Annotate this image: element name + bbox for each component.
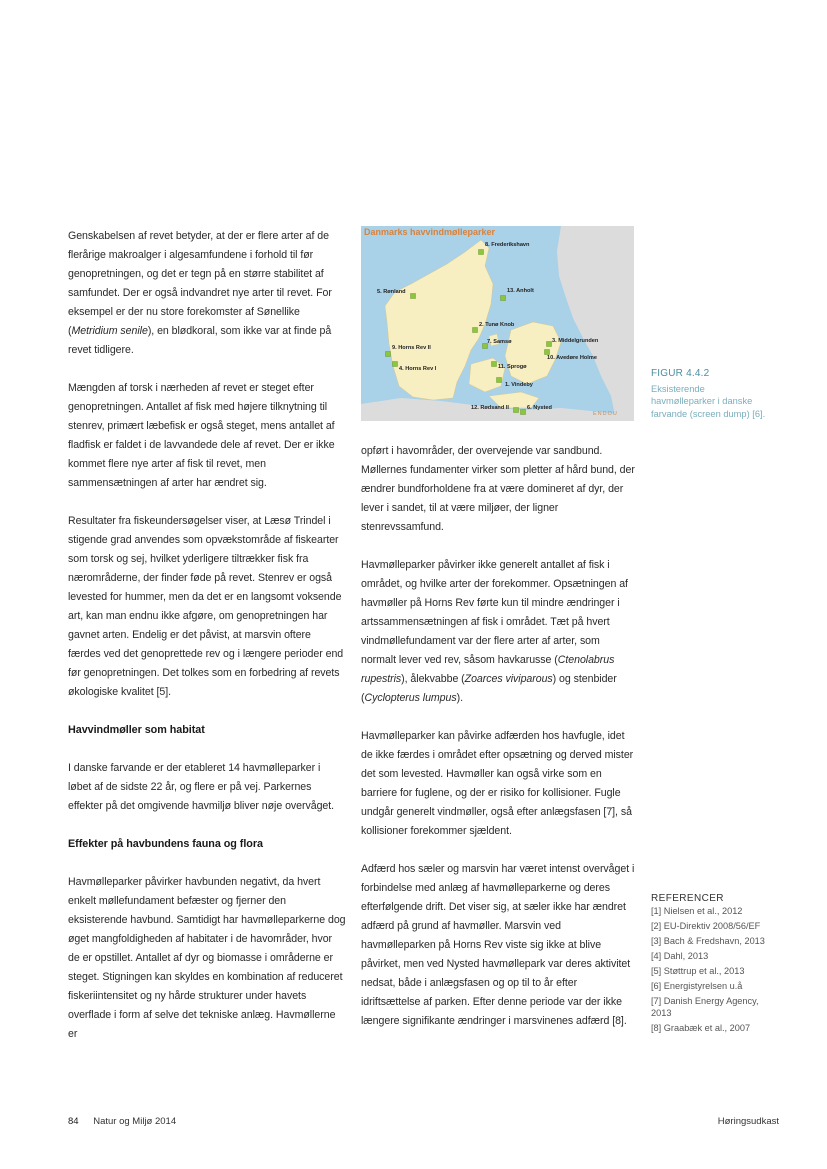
wind-farm-marker [386, 352, 391, 357]
wind-farm-map [361, 226, 634, 421]
footer-left [68, 1116, 176, 1127]
reference-item: [2] EU-Direktiv 2008/56/EF [651, 921, 761, 931]
references [651, 893, 776, 1038]
figure-number: FIGUR 4.4.2 [651, 368, 710, 379]
document-status: Høringsudkast [717, 1116, 779, 1127]
reference-item: [1] Nielsen et al., 2012 [651, 906, 743, 916]
wind-farm-label: 5. Rønland [377, 289, 406, 295]
map-credit: ENDOU [593, 411, 618, 417]
wind-farm-label: 3. Middelgrunden [552, 338, 599, 344]
section-heading: Havvindmøller som habitat [68, 724, 205, 736]
wind-farm-label: 10. Avedøre Holme [547, 355, 597, 361]
paragraph: Havmølleparker kan påvirke adfærden hos havfugle, idet de ikke færdes i området efter opsætning og derved mister det som levested. Havmøller kan også virke som en barriere for fuglene, og der er risiko for kollisioner. Fugle undgår generelt vindmøller, også efter anlægsfasen [7], så kollisioner forekommer sjældent. [361, 730, 634, 837]
map-title: Danmarks havvindmølleparker [364, 227, 496, 237]
wind-farm-marker [514, 408, 519, 413]
reference-item: [8] Graabæk et al., 2007 [651, 1022, 751, 1033]
reference-item: [3] Bach & Fredshavn, 2013 [651, 936, 765, 946]
wind-farm-label: 11. Sprogø [498, 364, 527, 370]
wind-farm-label: 7. Samsø [487, 339, 512, 345]
wind-farm-label: 8. Frederikshavn [485, 242, 530, 248]
paragraph: Havmølleparker påvirker ikke generelt antallet af fisk i området, og hvilke arter der forekommer. Opsætningen af havmøller på Horns Rev førte kun til mindre ændringer i artssammensætningen af fisk i området. Tæt på hvert vindmøllefundament var der flere arter af arter, som normalt lever ved rev, såsom havkarusse (Ctenolabrus rupestris), ålekvabbe (Zoarces viviparous) og stenbider (Cyclopterus lumpus). [361, 559, 628, 704]
wind-farm-label: 9. Horns Rev II [392, 345, 431, 351]
wind-farm-label: 13. Anholt [507, 288, 534, 294]
wind-farm-marker [492, 362, 497, 367]
wind-farm-marker [473, 328, 478, 333]
wind-farm-label: 2. Tunø Knob [479, 322, 515, 328]
wind-farm-marker [521, 410, 526, 415]
section-heading: Effekter på havbundens fauna og flora [68, 838, 263, 850]
text-column-left [68, 227, 346, 1063]
figure-text: Eksisterende havmølleparker i danske farvande (screen dump) [6]. [651, 383, 766, 419]
wind-farm-marker [497, 378, 502, 383]
references-list [651, 906, 776, 1034]
publication-name: Natur og Miljø 2014 [93, 1116, 177, 1127]
paragraph: Genskabelsen af revet betyder, at der er flere arter af de flerårige makroalger i algesamfundene i forhold til før genopretningen, og det er tegn på en større stabilitet af samfundet. Der er også indvandret nye arter til revet. For eksempel er der nu store forekomster af Sønellike (Metridium senile), en blødkoral, som ikke var at finde på revet tidligere. [68, 230, 332, 356]
paragraph: opført i havområder, der overvejende var sandbund. Møllernes fundamenter virker som pletter af hård bund, der ændrer bundforholdene fra at være domineret af dyr, der lever i sandet, til at være miljøer, der ligner stenrevssamfund. [361, 445, 635, 533]
reference-item: [7] Danish Energy Agency, 2013 [651, 996, 759, 1018]
wind-farm-marker [501, 296, 506, 301]
wind-farm-marker [545, 350, 550, 355]
paragraph: Adfærd hos sæler og marsvin har været intenst overvåget i forbindelse med anlæg af havmølleparkerne og deres efterfølgende drift. Det viser sig, at sæler ikke har ændret adfærd på grund af havmøller. Marsvin ved havmølleparken på Horns Rev viste sig ikke at blive påvirket, men ved Nysted havmøllepark var deres aktivitet nedsat, både i anlægsfasen og op til to år efter idriftsættelse af parken. Efter denne periode var der ikke længere signifikante ændringer i marsvinenes adfærd [8]. [361, 863, 635, 1027]
wind-farm-label: 4. Horns Rev I [399, 366, 437, 372]
wind-farm-marker [479, 250, 484, 255]
wind-farm-marker [411, 294, 416, 299]
wind-farm-label: 12. Rødsand II [471, 405, 509, 411]
paragraph: Resultater fra fiskeundersøgelser viser, at Læsø Trindel i stigende grad anvendes som opvækstområde af fiskearter som torsk og sej, hvilket yderligere tiltrækker fisk fra nærområderne, der finder føde på revet. Stenrev er også levested for hummer, men da det er en langsomt voksende art, kan man endnu ikke afgøre, om genopretningen har gavnet arten. Endelig er det påvist, at marsvin oftere færdes ved det genoprettede rev og i længere perioder end før genopretningen. Det tolkes som en forbedring af revets økologiske kvalitet [5]. [68, 515, 344, 698]
reference-item: [4] Dahl, 2013 [651, 951, 709, 961]
references-title: REFERENCER [651, 893, 724, 904]
figure-caption [651, 368, 766, 420]
paragraph: I danske farvande er der etableret 14 havmølleparker i løbet af de sidste 22 år, og flere er på vej. Parkernes effekter på det omgivende havmiljø bliver nøje overvåget. [68, 762, 335, 812]
wind-farm-label: 6. Nysted [527, 405, 552, 411]
wind-farm-marker [393, 362, 398, 367]
reference-item: [6] Energistyrelsen u.å [651, 981, 743, 991]
wind-farm-marker [547, 342, 552, 347]
text-column-right [361, 442, 637, 1050]
wind-farm-label: 1. Vindeby [505, 382, 533, 388]
paragraph: Havmølleparker påvirker havbunden negativt, da hvert enkelt møllefundament befæster og fjerner den eksisterende havbund. Samtidigt har havmølleparkerne dog øget mangfoldigheden af habitater i de havområder, hvor de er opstillet. Antallet af dyr og biomasse i områderne er steget. Stigningen kan skyldes en kombination af reduceret fiskeriintensitet og ny hårde strukturer under havets overflade i form af selve det tekniske anlæg. Havmøllerne er [68, 876, 346, 1040]
page-number: 84 [68, 1116, 79, 1127]
reference-item: [5] Støttrup et al., 2013 [651, 966, 745, 976]
paragraph: Mængden af torsk i nærheden af revet er steget efter genopretningen. Antallet af fisk med højere tilknytning til stenrev, primært læbefisk er også steget, mens antallet af fladfisk er faldet i de lavvandede dele af revet. Der er ikke kommet flere nye arter af fisk til revet, men sammensætningen af arter har ændret sig. [68, 382, 335, 489]
